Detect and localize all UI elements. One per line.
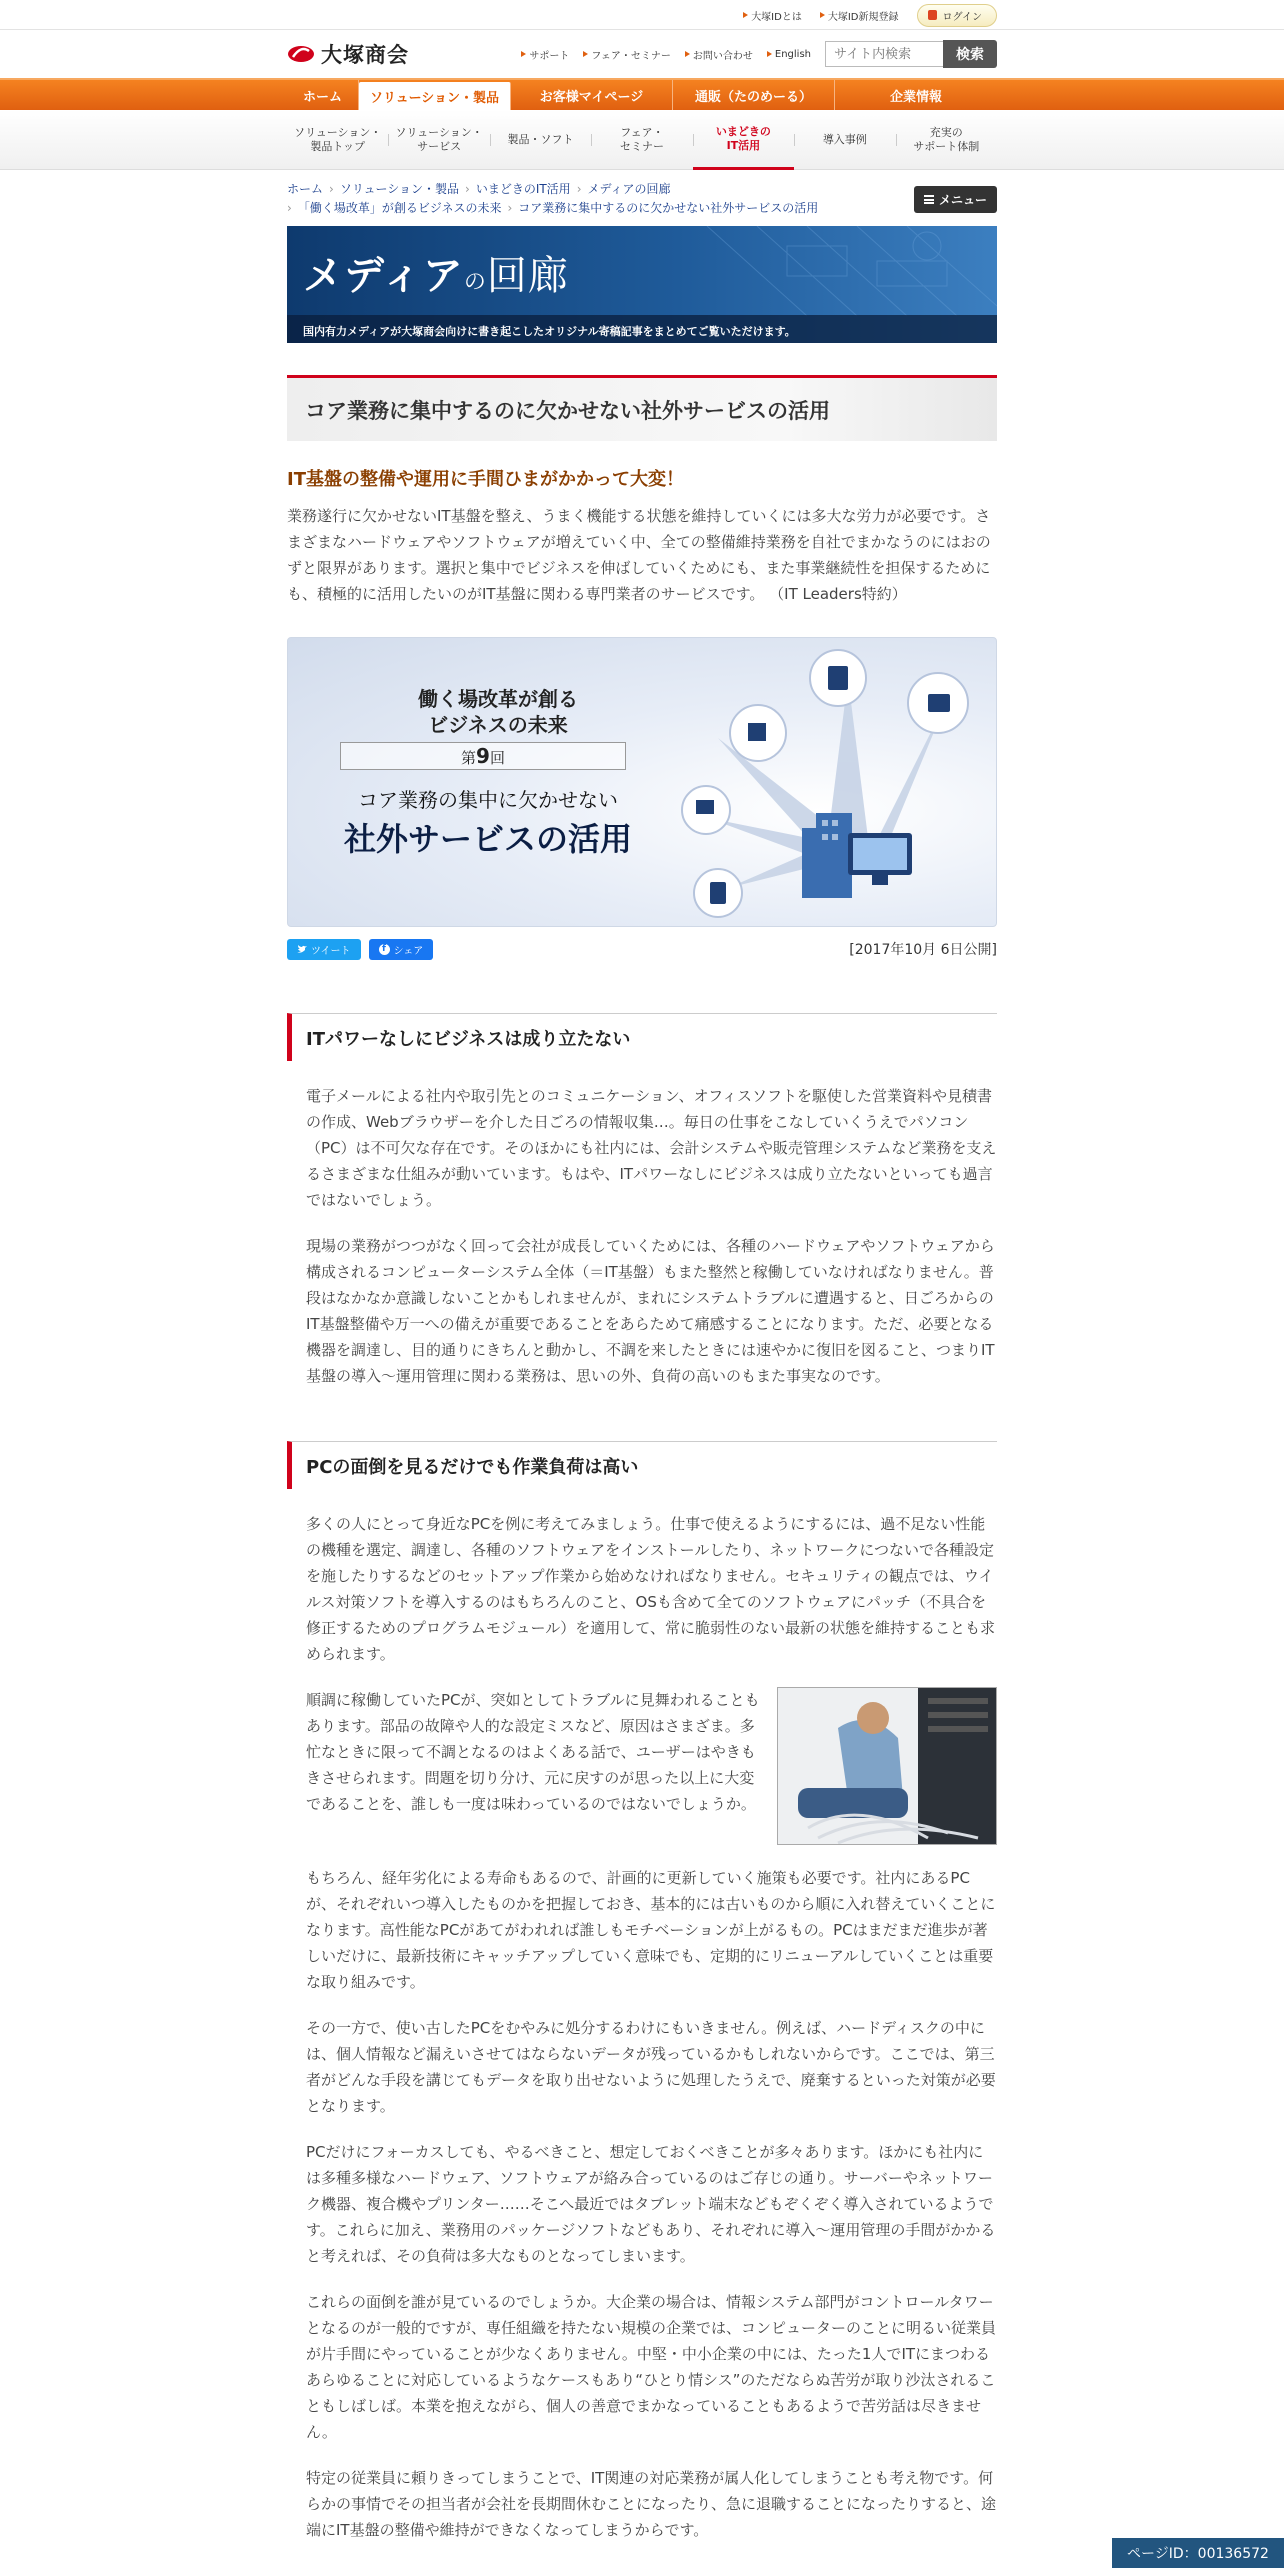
gnav-corporate[interactable]: 企業情報 [889,89,942,105]
arrow-icon [685,51,690,57]
hero-graphic [288,638,996,926]
otsuka-logo-icon [287,45,315,63]
section-body [287,1511,997,2543]
fair-seminar-link[interactable]: フェア・セミナー [583,47,671,62]
hero-main-title: 社外サービスの活用 [343,820,632,858]
subnav-solutions-services[interactable]: ソリューション・ サービス [388,110,489,170]
hero-subtitle: コア業務の集中に欠かせない [358,788,618,812]
breadcrumb-media-kairou[interactable]: メディアの回廊 [587,182,671,196]
breadcrumb [287,170,997,222]
article-title: コア業務に集中するのに欠かせない社外サービスの活用 [287,375,997,441]
breadcrumb-solutions[interactable]: ソリューション・製品 [339,182,459,196]
paragraph: 特定の従業員に頼りきってしまうことで、IT関連の対応業務が属人化してしまうことも考え物です。何らかの事情でその担当者が会社を長期間休むことになったり、急に退職することになったりすると、途端にIT基盤の整備や維持ができなくなってしまうからです。 [306,2469,997,2539]
breadcrumb-series[interactable]: 「働く場改革」が創るビジネスの未来 [297,201,502,215]
arrow-icon [767,51,772,57]
global-nav [0,78,1284,110]
search-input[interactable] [825,41,943,67]
paragraph: 多くの人にとって身近なPCを例に考えてみましょう。仕事で使えるようにするには、過不足ない性能の機種を選定、調達し、各種のソフトウェアをインストールしたり、ネットワークにつないで各種設定を施したりするなどのセットアップ作業から始めなければなりません。セキュリティの観点では、ウイルス対策ソフトを導入するのはもちろんのこと、OSも含めて全てのソフトウェアにパッチ（不具合を修正するためのプログラムモジュール）を適用して、常に脆弱性のない最新の状態を維持することも求められます。 [306,1515,995,1663]
subnav-it-utilization[interactable]: いまどきの IT活用 [693,110,794,170]
cable-work-illustration [778,1688,997,1845]
chevron-right-icon: › [465,182,470,196]
publish-date: [2017年10月 6日公開] [849,942,997,958]
paragraph: 現場の業務がつつがなく回って会社が成長していくためには、各種のハードウェアやソフトウェアから構成されるコンピューターシステム全体（＝IT基盤）もまた整然と稼働していなければなりません。普段はなかなか意識しないことかもしれませんが、まれにシステムトラブルに遭遇すると、日ごろからのIT基盤整備や万一への備えが重要であることをあらためて痛感することになります。ただ、必要となる機器を調達し、目的通りにきちんと動かし、不調を来したときには速やかに復旧を図ること、つまりIT基盤の導入～運用管理に関わる業務は、思いの外、負荷の高いのもまた事実なのです。 [306,1237,995,1385]
breadcrumb-it-utilization[interactable]: いまどきのIT活用 [475,182,571,196]
share-row [287,937,997,961]
arrow-icon [583,51,588,57]
chevron-right-icon: › [329,182,334,196]
menu-button[interactable]: メニュー [914,186,997,213]
hero-illustration [287,637,997,927]
arrow-icon [820,12,825,18]
about-otsuka-id-link[interactable]: 大塚IDとは [743,8,802,23]
paragraph-with-photo [306,1687,997,1845]
technician-photo [777,1687,997,1845]
twitter-bird-icon [297,945,307,954]
chevron-right-icon: › [507,201,513,215]
hero-round-number: 第9回 [340,742,626,770]
paragraph: その一方で、使い古したPCをむやみに処分するわけにもいきません。例えば、ハードディスクの中には、個人情報など漏えいさせてはならないデータが残っているかもしれないからです。ここでは、第三者がどんな手段を講じてもデータを取り出せないように処理したうえで、廃棄するといった対策が必要となります。 [306,2019,996,2115]
banner-subtitle: 国内有力メディアが大塚商会向けに書き起こしたオリジナル寄稿記事をまとめてご覧いただけます。 [287,315,997,343]
hamburger-icon [924,195,934,204]
main-content [287,170,997,2543]
banner-title: メディアの回廊 [303,252,569,299]
subnav-case-studies[interactable]: 導入事例 [794,110,895,170]
gnav-solutions[interactable]: ソリューション・製品 [359,82,511,110]
gnav-mypage[interactable]: お客様マイページ [511,80,673,110]
paragraph: 電子メールによる社内や取引先とのコミュニケーション、オフィスソフトを駆使した営業資料や見積書の作成、Webブラウザーを介した日ごろの情報収集…。毎日の仕事をこなしていくうえでパソコン（PC）は不可欠な存在です。そのほかにも社内には、会計システムや販売管理システムなど業務を支えるさまざまな仕組みが動いています。もはや、ITパワーなしにビジネスは成り立たないといっても過言ではないでしょう。 [306,1087,997,1209]
subnav-support[interactable]: 充実の サポート体制 [896,110,997,170]
chevron-right-icon: › [576,182,582,196]
otsuka-id-register-link[interactable]: 大塚ID新規登録 [820,8,899,23]
contact-link[interactable]: お問い合わせ [685,47,753,62]
arrow-icon [743,12,748,18]
search-button[interactable]: 検索 [943,40,997,68]
lead-heading: IT基盤の整備や運用に手間ひまがかかって大変！ [287,469,684,490]
section-heading: PCの面倒を見るだけでも作業負荷は高い [287,1441,997,1489]
arrow-icon [521,51,526,57]
subnav-products-software[interactable]: 製品・ソフト [490,110,591,170]
section-body [287,1083,997,1389]
paragraph: PCだけにフォーカスしても、やるべきこと、想定しておくべきことが多々あります。ほかにも社内には多種多様なハードウェア、ソフトウェアが絡み合っているのはご存じの通り。サーバーやネットワーク機器、複合機やプリンター……そこへ最近ではタブレット端末などもぞくぞく導入されているようです。これらに加え、業務用のパッケージソフトなどもあり、それぞれに導入～運用管理の手間がかかると考えれば、その負荷は多大なものとなってしまいます。 [306,2143,996,2265]
share-buttons [287,939,433,960]
breadcrumb-current: コア業務に集中するのに欠かせない社外サービスの活用 [518,201,819,215]
facebook-share-button[interactable]: f シェア [369,939,434,960]
breadcrumb-row [287,199,997,218]
utility-bar [0,0,1284,30]
site-header [0,30,1284,78]
lead-paragraph: 業務遂行に欠かせないIT基盤を整え、うまく機能する状態を維持していくには多大な労力が必要です。さまざまなハードウェアやソフトウェアが増えていく中、全ての整備維持業務を自社でまかなうのにはおのずと限界があります。選択と集中でビジネスを伸ばしていくためにも、また事業継続性を担保するためにも、積極的に活用したいのがIT基盤に関わる専門業者のサービスです。 （IT Leaders特約） [287,507,991,603]
paragraph: 順調に稼働していたPCが、突如としてトラブルに見舞われることもあります。部品の故障や人的な設定ミスなど、原因はさまざま。多忙なときに限って不調となるのはよくある話で、ユーザーはやきもきさせられます。問題を切り分け、元に戻すのが思った以上に大変であることを、誰しも一度は味わっているのではないでしょうか。 [306,1691,760,1813]
support-link[interactable]: サポート [521,47,569,62]
tweet-button[interactable]: ツイート [287,939,361,960]
facebook-icon: f [379,944,390,955]
header-links [521,40,997,68]
paragraph: もちろん、経年劣化による寿命もあるので、計画的に更新していく施策も必要です。社内にあるPCが、それぞれいつ導入したものかを把握しておき、基本的には古いものから順に入れ替えていくことになります。高性能なPCがあてがわれれば誰しもモチベーションが上がるもの。PCはまだまだ進歩が著しいだけに、最新技術にキャッチアップしていく意味でも、定期的にリニューアルしていくことは重要な取り組みです。 [306,1869,996,1991]
chevron-right-icon: › [287,201,292,215]
gnav-tanomeru[interactable]: 通販（たのめーる） [673,80,835,110]
subnav-fair-seminar[interactable]: フェア・ セミナー [591,110,692,170]
lock-icon [928,10,937,20]
media-kairou-banner [287,226,997,343]
paragraph: これらの面倒を誰が見ているのでしょうか。大企業の場合は、情報システム部門がコントロールタワーとなるのが一般的ですが、専任組織を持たない規模の企業では、コンピューターのことに明るい従業員が片手間にやっていることが少なくありません。中堅・中小企業の中には、たった1人でITにまつわるあらゆることに対応しているようなケースもあり“ひとり情シス”のただならぬ苦労が取り沙汰されることもしばしば。本業を抱えながら、個人の善意でまかなっていることもあるようで苦労話は尽きません。 [306,2293,997,2441]
breadcrumb-home[interactable]: ホーム [287,182,324,196]
section-heading: ITパワーなしにビジネスは成り立たない [287,1013,997,1061]
site-search [825,40,997,68]
gnav-home[interactable]: ホーム [287,80,359,110]
login-button[interactable]: ログイン [917,4,998,27]
site-logo[interactable]: 大塚商会 [287,39,409,69]
breadcrumb-row [287,180,997,199]
sub-nav [0,110,1284,170]
subnav-solutions-top[interactable]: ソリューション・ 製品トップ [294,126,382,153]
english-link[interactable]: English [767,49,811,60]
page-id-badge: ページID：00136572 [1112,2538,1284,2568]
hero-series-title: 働く場改革が創る ビジネスの未来 [418,687,578,737]
